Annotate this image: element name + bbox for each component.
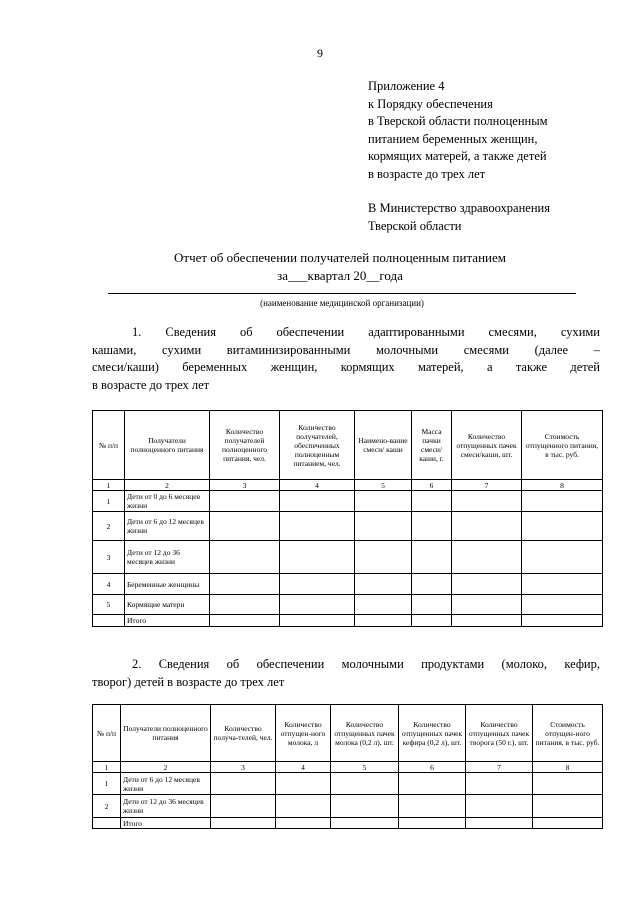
row-number <box>93 615 125 627</box>
row-label: Кормящие матери <box>125 595 210 615</box>
appendix-line: Приложение 4 <box>368 79 445 93</box>
data-cell <box>452 615 522 627</box>
row-label: Дети от 6 до 12 месяцев жизни <box>121 773 211 795</box>
data-cell <box>210 541 280 574</box>
data-cell <box>412 615 452 627</box>
header-cell: Количество отпущенных пачек творога (50 г.), шт. <box>466 705 533 762</box>
column-number: 6 <box>412 480 452 491</box>
section1-line: в возрасте до трех лет <box>92 377 210 392</box>
data-cell <box>210 574 280 595</box>
section2-heading <box>92 656 600 691</box>
column-number: 2 <box>125 480 210 491</box>
data-cell <box>452 512 522 541</box>
page-number: 9 <box>317 46 323 60</box>
column-number: 4 <box>280 480 355 491</box>
row-label: Дети от 6 до 12 месяцев жизни <box>125 512 210 541</box>
data-cell <box>412 512 452 541</box>
data-cell <box>280 615 355 627</box>
data-cell <box>331 773 399 795</box>
row-number: 3 <box>93 541 125 574</box>
data-cell <box>452 491 522 512</box>
section1-line: смеси/каши) беременных женщин, кормящих матерей, а также детей <box>92 360 600 374</box>
row-number: 4 <box>93 574 125 595</box>
row-label: Итого <box>125 615 210 627</box>
data-cell <box>211 818 276 829</box>
data-cell <box>522 615 603 627</box>
header-cell: Количество отпущен-ного молока, л <box>276 705 331 762</box>
organization-caption: (наименование медицинской организации) <box>260 298 424 308</box>
data-cell <box>210 595 280 615</box>
section2-line: 2. Сведения об обеспечении молочными продуктами (молоко, кефир, <box>132 657 600 671</box>
row-label: Дети от 12 до 36 месяцев жизни <box>125 541 210 574</box>
header-cell: Наимено-вание смеси/ каши <box>355 411 412 480</box>
table-total-row <box>93 615 603 627</box>
data-cell <box>533 795 603 818</box>
header-cell: Количество отпущенных пачек молока (0,2 л), шт. <box>331 705 399 762</box>
header-cell: Количество получа-телей, чел. <box>211 705 276 762</box>
data-cell <box>280 595 355 615</box>
column-number: 1 <box>93 480 125 491</box>
data-cell <box>210 512 280 541</box>
data-cell <box>280 541 355 574</box>
data-cell <box>466 795 533 818</box>
header-cell: Количество получателей, обеспеченных полноценным питанием, чел. <box>280 411 355 480</box>
data-cell <box>355 574 412 595</box>
data-cell <box>452 574 522 595</box>
row-label: Дети от 12 до 36 месяцев жизни <box>121 795 211 818</box>
data-cell <box>412 491 452 512</box>
data-cell <box>412 574 452 595</box>
data-cell <box>399 795 466 818</box>
data-cell <box>522 491 603 512</box>
data-cell <box>276 795 331 818</box>
data-cell <box>355 595 412 615</box>
table-row <box>93 491 603 512</box>
data-cell <box>399 818 466 829</box>
row-label: Итого <box>121 818 211 829</box>
table-row <box>93 795 603 818</box>
data-cell <box>280 491 355 512</box>
appendix-line: к Порядку обеспечения <box>368 96 493 111</box>
header-cell: Количество отпущенных пачек кефира (0,2 л), шт. <box>399 705 466 762</box>
report-title <box>90 249 590 284</box>
data-cell <box>210 491 280 512</box>
data-cell <box>211 773 276 795</box>
section1-heading <box>92 324 600 394</box>
column-number: 2 <box>121 762 211 773</box>
section2-line: творог) детей в возрасте до трех лет <box>92 674 285 689</box>
header-cell: № п/п <box>93 705 121 762</box>
data-cell <box>533 818 603 829</box>
data-cell <box>355 541 412 574</box>
data-cell <box>522 574 603 595</box>
report-title-line: Отчет об обеспечении получателей полноценным питанием <box>174 250 506 265</box>
table-row <box>93 574 603 595</box>
row-number <box>93 818 121 829</box>
appendix-line: кормящих матерей, а также детей <box>368 149 547 163</box>
data-cell <box>331 818 399 829</box>
table-row <box>93 541 603 574</box>
appendix-line: в Тверской области полноценным <box>368 114 548 128</box>
section1-line: кашами, сухими витаминизированными молочными смесями (далее – <box>92 342 600 357</box>
data-cell <box>280 574 355 595</box>
addressee-line: В Министерство здравоохранения <box>368 201 550 215</box>
appendix-line: в возрасте до трех лет <box>368 166 486 181</box>
header-cell: Масса пачки смеси/ каши, г. <box>412 411 452 480</box>
header-cell: Количество отпущенных пачек смеси/каши, шт. <box>452 411 522 480</box>
row-label: Беременные женщины <box>125 574 210 595</box>
data-cell <box>355 491 412 512</box>
row-label: Дети от 0 до 6 месяцев жизни <box>125 491 210 512</box>
addressee-line: Тверской области <box>368 218 462 233</box>
column-number: 8 <box>533 762 603 773</box>
column-number: 8 <box>522 480 603 491</box>
data-cell <box>276 818 331 829</box>
table-header-row <box>93 411 603 480</box>
data-cell <box>276 773 331 795</box>
data-cell <box>522 512 603 541</box>
data-cell <box>522 595 603 615</box>
report-period-line: за___квартал 20__года <box>277 267 403 283</box>
header-cell: Количество получателей полноценного питания, чел. <box>210 411 280 480</box>
column-number: 4 <box>276 762 331 773</box>
organization-name-line <box>108 293 576 294</box>
data-cell <box>331 795 399 818</box>
data-cell <box>533 773 603 795</box>
data-cell <box>412 595 452 615</box>
section1-line: 1. Сведения об обеспечении адаптированными смесями, сухими <box>132 325 600 339</box>
column-number-row <box>93 480 603 491</box>
data-cell <box>355 615 412 627</box>
column-number: 5 <box>355 480 412 491</box>
column-number: 6 <box>399 762 466 773</box>
header-cell: Стоимость отпущенного питания, в тыс. руб. <box>522 411 603 480</box>
data-cell <box>211 795 276 818</box>
data-cell <box>355 512 412 541</box>
row-number: 5 <box>93 595 125 615</box>
data-cell <box>399 773 466 795</box>
addressee-block <box>368 200 618 235</box>
row-number: 2 <box>93 512 125 541</box>
section1-table <box>92 410 603 627</box>
header-cell: Получатели полноценного питания <box>121 705 211 762</box>
column-number: 3 <box>210 480 280 491</box>
header-cell: Стоимость отпущен-ного питания, в тыс. руб. <box>533 705 603 762</box>
data-cell <box>452 595 522 615</box>
column-number: 7 <box>466 762 533 773</box>
data-cell <box>210 615 280 627</box>
header-cell: Получатели полноценного питания <box>125 411 210 480</box>
column-number: 7 <box>452 480 522 491</box>
row-number: 1 <box>93 773 121 795</box>
data-cell <box>452 541 522 574</box>
table-row <box>93 512 603 541</box>
column-number: 1 <box>93 762 121 773</box>
table-header-row <box>93 705 603 762</box>
data-cell <box>466 773 533 795</box>
appendix-block <box>368 78 618 183</box>
data-cell <box>522 541 603 574</box>
table-row <box>93 773 603 795</box>
column-number: 3 <box>211 762 276 773</box>
table-row <box>93 595 603 615</box>
column-number-row <box>93 762 603 773</box>
data-cell <box>466 818 533 829</box>
section2-table <box>92 704 603 829</box>
data-cell <box>412 541 452 574</box>
table-total-row <box>93 818 603 829</box>
appendix-line: питанием беременных женщин, <box>368 131 538 146</box>
column-number: 5 <box>331 762 399 773</box>
row-number: 2 <box>93 795 121 818</box>
row-number: 1 <box>93 491 125 512</box>
data-cell <box>280 512 355 541</box>
header-cell: № п/п <box>93 411 125 480</box>
